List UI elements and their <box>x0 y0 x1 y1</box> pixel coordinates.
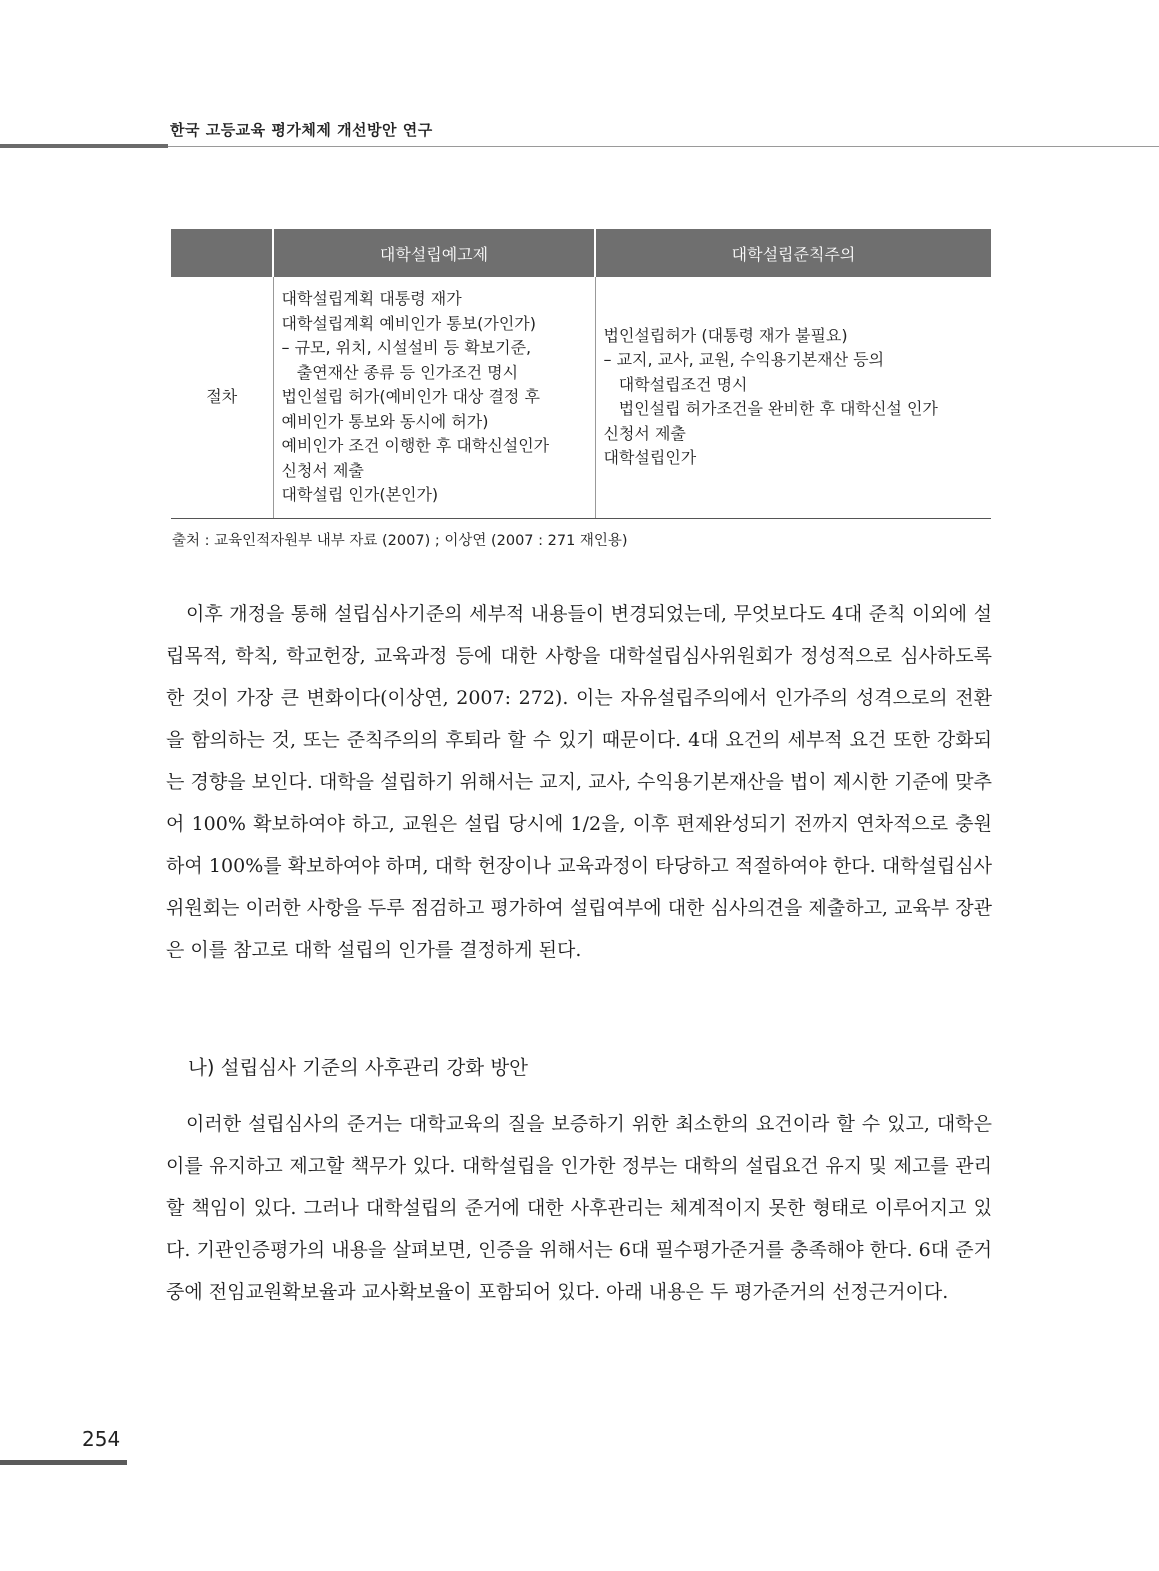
cell-line: 대학설립계획 대통령 재가 <box>281 289 462 308</box>
table-source-note: 출처 : 교육인적자원부 내부 자료 (2007) ; 이상연 (2007 : 271 재인용) <box>172 533 628 549</box>
running-header-title: 한국 고등교육 평가체제 개선방안 연구 <box>170 121 433 139</box>
page-number: 254 <box>82 1427 121 1451</box>
header-rule-thick <box>0 144 168 148</box>
cell-line: 출연재산 종류 등 인가조건 명시 <box>281 362 519 382</box>
table-header-standards: 대학설립준칙주의 <box>595 229 991 277</box>
cell-line: 대학설립계획 예비인가 통보(가인가) <box>281 313 536 333</box>
cell-line: 신청서 제출 <box>603 423 686 443</box>
table-header-blank <box>171 229 273 277</box>
cell-line: 예비인가 조건 이행한 후 대학신설인가 <box>281 436 550 455</box>
cell-line: 대학설립조건 명시 <box>603 374 748 394</box>
section-heading: 나) 설립심사 기준의 사후관리 강화 방안 <box>188 1056 528 1079</box>
table-header-preannouncement: 대학설립예고제 <box>273 229 595 277</box>
table-header-row <box>171 229 991 277</box>
footer-rule <box>0 1460 127 1465</box>
body-paragraph-2: 이러한 설립심사의 준거는 대학교육의 질을 보증하기 위한 최소한의 요건이라 할 수 있고, 대학은 이를 유지하고 제고할 책무가 있다. 대학설립을 인가한 정부는 대학의 설립요건 유지 및 제고를 관리할 책임이 있다. 그러나 대학설립의 준거에 대한 사후관리는 체계적이지 못한 형태로 이루어지고 있다. 기관인증평가의 내용을 살펴보면, 인증을 위해서는 6대 필수평가준거를 충족해야 한다. 6대 준거 중에 전임교원확보율과 교사확보율이 포함되어 있다. 아래 내용은 두 평가준거의 선정근거이다. <box>166 1113 992 1303</box>
cell-line: 법인설립허가 (대통령 재가 불필요) <box>603 325 848 345</box>
table-cell-preannouncement <box>273 277 595 518</box>
header-rule-thin <box>168 146 1159 147</box>
cell-line: – 교지, 교사, 교원, 수익용기본재산 등의 <box>603 350 885 370</box>
cell-line: 법인설립 허가조건을 완비한 후 대학신설 인가 <box>603 399 938 419</box>
cell-line: 대학설립 인가(본인가) <box>281 485 439 504</box>
cell-line: 예비인가 통보와 동시에 허가) <box>281 411 489 431</box>
table-row-label: 절차 <box>171 277 273 518</box>
comparison-table <box>171 229 991 519</box>
body-paragraph-1: 이후 개정을 통해 설립심사기준의 세부적 내용들이 변경되었는데, 무엇보다도 4대 준칙 이외에 설립목적, 학칙, 학교헌장, 교육과정 등에 대한 사항을 대학설립심사위원회가 정성적으로 심사하도록 한 것이 가장 큰 변화이다(이상연, 2007: 272). 이는 자유설립주의에서 인가주의 성격으로의 전환을 함의하는 것, 또는 준칙주의의 후퇴라 할 수 있기 때문이다. 4대 요건의 세부적 요건 또한 강화되는 경향을 보인다. 대학을 설립하기 위해서는 교지, 교사, 수익용기본재산을 법이 제시한 기준에 맞추어 100% 확보하여야 하고, 교원은 설립 당시에 1/2을, 이후 편제완성되기 전까지 연차적으로 충원하여 100%를 확보하여야 하며, 대학 헌장이나 교육과정이 타당하고 적절하여야 한다. 대학설립심사위원회는 이러한 사항을 두루 점검하고 평가하여 설립여부에 대한 심사의견을 제출하고, 교육부 장관은 이를 참고로 대학 설립의 인가를 결정하게 된다. <box>166 603 992 961</box>
cell-line: – 규모, 위치, 시설설비 등 확보기준, <box>281 338 532 357</box>
cell-line: 대학설립인가 <box>603 448 697 468</box>
table-cell-standards <box>595 277 991 518</box>
cell-line: 법인설립 허가(예비인가 대상 결정 후 <box>281 387 540 406</box>
cell-line: 신청서 제출 <box>281 460 364 480</box>
table-row <box>171 277 991 518</box>
